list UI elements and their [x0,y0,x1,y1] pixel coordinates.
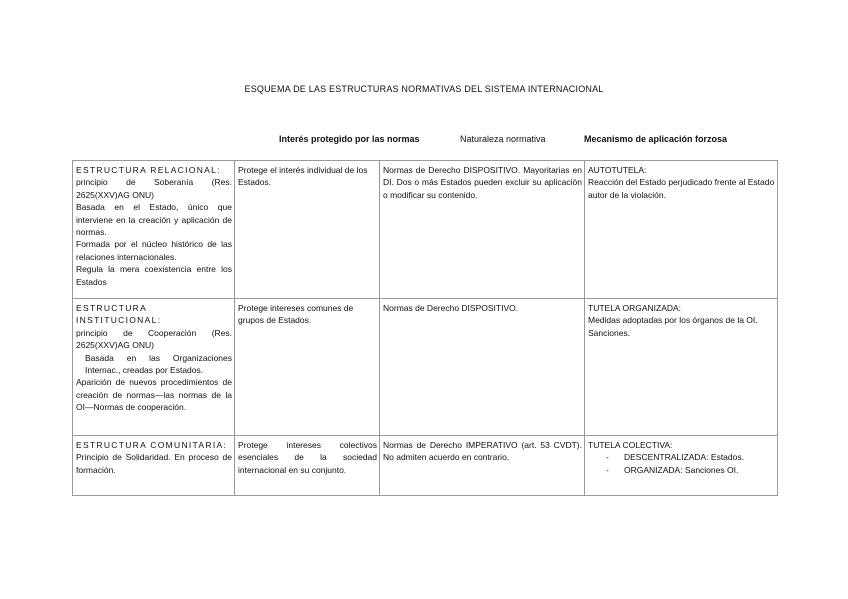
cell-estructura [73,299,235,436]
structure-line: principio de Cooperación (Res. 2625(XXV)AG ONU) [76,327,232,351]
cell-interes: Protege intereses comunes de grupos de Estados. [235,299,380,436]
structure-heading: ESTRUCTURA RELACIONAL: [76,165,221,175]
mechanism-heading: TUTELA COLECTIVA: [588,440,673,450]
cell-naturaleza: Normas de Derecho DISPOSITIVO. [380,299,585,436]
table-row [73,299,778,436]
structure-heading: ESTRUCTURA INSTITUCIONAL: [76,303,162,326]
cell-mecanismo [585,436,778,496]
cell-mecanismo [585,161,778,299]
cell-mecanismo [585,299,778,436]
column-header-interes: Interés protegido por las normas [279,134,420,144]
cell-naturaleza: Normas de Derecho IMPERATIVO (art. 53 CVDT). No admiten acuerdo en contrario. [380,436,585,496]
column-header-mecanismo: Mecanismo de aplicación forzosa [584,134,728,144]
structure-line: Basada en el Estado, único que interviene en la creación y aplicación de normas. [76,202,232,238]
mechanism-heading: TUTELA ORGANIZADA: [588,303,682,313]
list-item-text: DESCENTRALIZADA: Estados. [624,452,744,463]
structure-line: Aparición de nuevos procedimientos de creación de normas—las normas de la OI—Normas de cooperación. [76,377,232,413]
structure-line: Formada por el núcleo histórico de las relaciones internacionales. [76,239,232,262]
list-item-text: ORGANIZADA: Sanciones OI. [624,464,739,475]
structure-heading: ESTRUCTURA COMUNITARIA: [76,440,228,450]
list-item: - DESCENTRALIZADA: Estados. [606,452,744,463]
cell-interes: Protege el interés individual de los Estados. [235,161,380,299]
normative-structures-table [72,160,778,496]
column-header-naturaleza: Naturaleza normativa [460,134,546,144]
document-title: ESQUEMA DE LAS ESTRUCTURAS NORMATIVAS DEL SISTEMA INTERNACIONAL [244,84,604,94]
cell-estructura [73,161,235,299]
structure-line: Regula la mera coexistencia entre los Estados [76,264,232,287]
mechanism-text: Medidas adoptadas por los órganos de la OI. Sanciones. [588,315,758,338]
structure-line: Principio de Solidaridad. En proceso de formación. [76,452,232,475]
structure-line: principio de Soberanía (Res. 2625(XXV)AG ONU) [76,177,232,200]
cell-naturaleza: Normas de Derecho DISPOSITIVO. Mayoritarias en DI. Dos o más Estados pueden excluir su aplicación o modificar su contenido. [380,161,585,299]
structure-line: Basada en las Organizaciones Internac., creadas por Estados. [85,352,232,376]
list-item: - ORGANIZADA: Sanciones OI. [606,464,739,475]
table-row [73,161,778,299]
cell-estructura [73,436,235,496]
mechanism-heading: AUTOTUTELA: [588,165,647,175]
table-row [73,436,778,496]
mechanism-text: Reacción del Estado perjudicado frente al Estado autor de la violación. [588,177,775,200]
cell-interes: Protege intereses colectivos esenciales de la sociedad internacional en su conjunto. [235,436,380,496]
